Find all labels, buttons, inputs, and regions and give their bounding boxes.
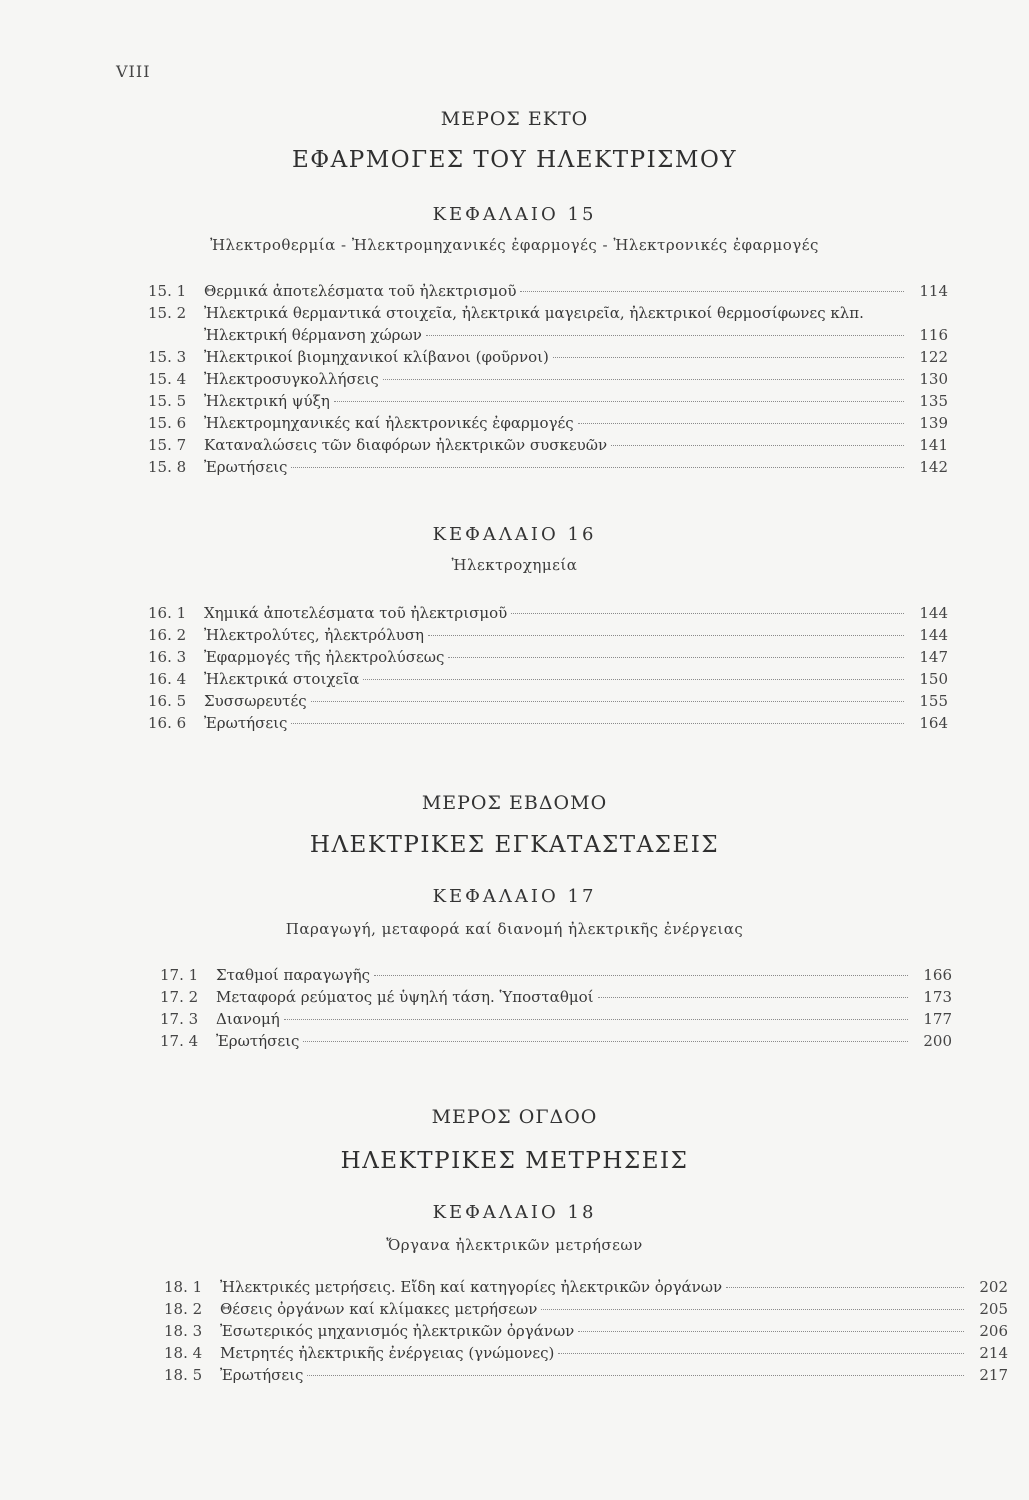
entry-page: 122 [919,348,948,366]
entry-number: 15. 8 [148,458,187,476]
chapter-label: ΚΕΦΑΛΑΙΟ 15 [432,204,597,225]
chapter-16-label-wrap [0,524,1029,545]
toc-entry[interactable] [160,1030,952,1052]
toc-entry[interactable] [148,602,948,624]
toc-chapter-17 [160,964,952,1052]
entry-number: 15. 5 [148,392,187,410]
entry-title: Ἠλεκτρική ψύξη [204,392,330,410]
toc-entry[interactable] [164,1298,1008,1320]
entry-number: 15. 6 [148,414,187,432]
chapter-label: ΚΕΦΑΛΑΙΟ 16 [432,524,597,545]
toc-entry[interactable] [160,986,952,1008]
entry-page: 202 [979,1278,1008,1296]
chapter-15-subtitle-wrap [0,236,1029,254]
dot-leader [291,467,904,468]
entry-number: 15. 7 [148,436,187,454]
part-heading: ΗΛΕΚΤΡΙΚΕΣ ΕΓΚΑΤΑΣΤΑΣΕΙΣ [309,832,720,858]
part-heading: ΕΦΑΡΜΟΓΕΣ ΤΟΥ ΗΛΕΚΤΡΙΣΜΟΥ [291,147,738,173]
dot-leader [511,613,904,614]
dot-leader [578,423,904,424]
entry-title: Ἐρωτήσεις [216,1032,300,1050]
dot-leader [726,1287,964,1288]
dot-leader [291,723,904,724]
entry-page: 144 [919,626,948,644]
entry-page: 147 [919,648,948,666]
entry-number: 17. 3 [160,1010,199,1028]
part-8-title [0,1106,1029,1128]
entry-number: 18. 4 [164,1344,203,1362]
toc-entry[interactable] [160,964,952,986]
chapter-subtitle: Παραγωγή, μεταφορά καί διανομή ἠλεκτρικῆς ἐνέργειας [285,920,744,938]
toc-chapter-15 [148,280,948,478]
entry-page: 130 [919,370,948,388]
toc-entry[interactable] [148,624,948,646]
part-8-heading [0,1148,1029,1174]
toc-entry[interactable] [164,1342,1008,1364]
entry-title: Θερμικά ἀποτελέσματα τοῦ ἠλεκτρισμοῦ [204,282,517,300]
toc-entry[interactable] [148,390,948,412]
toc-entry[interactable] [164,1364,1008,1386]
entry-number: 17. 1 [160,966,199,984]
page-number: VIII [116,62,151,81]
part-7-title [0,792,1029,814]
entry-title: Ἠλεκτρικά θερμαντικά στοιχεῖα, ἠλεκτρικά μαγειρεῖα, ἠλεκτρικοί θερμοσίφωνες κλπ. [204,304,864,322]
chapter-17-label-wrap [0,886,1029,907]
toc-entry[interactable] [148,412,948,434]
dot-leader [598,997,908,998]
entry-title: Σταθμοί παραγωγῆς [216,966,370,984]
entry-page: 166 [923,966,952,984]
dot-leader [558,1353,964,1354]
dot-leader [374,975,908,976]
toc-entry[interactable] [148,324,948,346]
entry-number: 16. 6 [148,714,187,732]
dot-leader [303,1041,908,1042]
chapter-subtitle: Ὄργανα ἠλεκτρικῶν μετρήσεων [386,1236,643,1254]
entry-number: 16. 1 [148,604,187,622]
dot-leader [311,701,904,702]
dot-leader [426,335,904,336]
entry-page: 205 [979,1300,1008,1318]
chapter-18-subtitle-wrap [0,1236,1029,1254]
part-heading: ΗΛΕΚΤΡΙΚΕΣ ΜΕΤΡΗΣΕΙΣ [340,1148,689,1174]
entry-title: Ἠλεκτρική θέρμανση χώρων [204,326,422,344]
entry-title: Μεταφορά ρεύματος μέ ὑψηλή τάση. Ὑποσταθμοί [216,988,594,1006]
part-7-heading [0,832,1029,858]
entry-number: 18. 1 [164,1278,203,1296]
dot-leader [553,357,904,358]
dot-leader [307,1375,964,1376]
entry-title: Διανομή [216,1010,280,1028]
entry-page: 214 [979,1344,1008,1362]
chapter-18-label-wrap [0,1202,1029,1223]
toc-entry[interactable] [148,646,948,668]
entry-number: 16. 4 [148,670,187,688]
dot-leader [284,1019,908,1020]
dot-leader [428,635,904,636]
dot-leader [578,1331,964,1332]
entry-number: 16. 5 [148,692,187,710]
entry-page: 155 [919,692,948,710]
entry-number: 17. 2 [160,988,199,1006]
entry-title: Ἐρωτήσεις [220,1366,304,1384]
entry-title: Καταναλώσεις τῶν διαφόρων ἠλεκτρικῶν συσκευῶν [204,436,608,454]
dot-leader [363,679,904,680]
entry-title: Θέσεις ὀργάνων καί κλίμακες μετρήσεων [220,1300,538,1318]
chapter-15-label-wrap [0,204,1029,225]
entry-number: 15. 4 [148,370,187,388]
entry-page: 116 [919,326,948,344]
chapter-label: ΚΕΦΑΛΑΙΟ 17 [432,886,597,907]
entry-title: Συσσωρευτές [204,692,307,710]
entry-title: Ἐφαρμογές τῆς ἠλεκτρολύσεως [204,648,445,666]
toc-entry[interactable] [148,368,948,390]
chapter-17-subtitle-wrap [0,920,1029,938]
entry-page: 150 [919,670,948,688]
entry-page: 135 [919,392,948,410]
entry-page: 142 [919,458,948,476]
dot-leader [334,401,904,402]
entry-title: Μετρητές ἠλεκτρικῆς ἐνέργειας (γνώμονες) [220,1344,555,1362]
part-title: ΜΕΡΟΣ ΟΓΔΟΟ [431,1106,598,1128]
toc-entry[interactable] [148,456,948,478]
entry-page: 173 [923,988,952,1006]
entry-title: Ἠλεκτρολύτες, ἠλεκτρόλυση [204,626,425,644]
entry-page: 200 [923,1032,952,1050]
part-title: ΜΕΡΟΣ ΕΒΔΟΜΟ [421,792,608,814]
entry-page: 144 [919,604,948,622]
entry-title: Ἐρωτήσεις [204,458,288,476]
entry-page: 114 [919,282,948,300]
entry-title: Ἠλεκτρομηχανικές καί ἠλεκτρονικές ἐφαρμογές [204,414,574,432]
entry-title: Ἐσωτερικός μηχανισμός ἠλεκτρικῶν ὀργάνων [220,1322,575,1340]
entry-number: 16. 3 [148,648,187,666]
part-6-title [0,108,1029,130]
toc-entry[interactable] [160,1008,952,1030]
toc-entry[interactable] [148,690,948,712]
entry-number: 15. 1 [148,282,187,300]
toc-entry[interactable] [148,346,948,368]
toc-entry[interactable] [164,1276,1008,1298]
entry-page: 177 [923,1010,952,1028]
toc-entry[interactable] [148,434,948,456]
toc-entry[interactable] [164,1320,1008,1342]
entry-number: 15. 2 [148,304,187,322]
entry-number: 16. 2 [148,626,187,644]
entry-title: Ἐρωτήσεις [204,714,288,732]
dot-leader [383,379,904,380]
toc-chapter-16 [148,602,948,734]
dot-leader [541,1309,964,1310]
entry-number: 17. 4 [160,1032,199,1050]
entry-number: 18. 3 [164,1322,203,1340]
dot-leader [520,291,904,292]
entry-title: Ἠλεκτρικά στοιχεῖα [204,670,360,688]
entry-title: Ἠλεκτρικοί βιομηχανικοί κλίβανοι (φοῦρνοι) [204,348,549,366]
chapter-subtitle: Ἠλεκτροθερμία - Ἠλεκτρομηχανικές ἐφαρμογές - Ἠλεκτρονικές ἐφαρμογές [210,236,819,254]
chapter-label: ΚΕΦΑΛΑΙΟ 18 [432,1202,597,1223]
entry-page: 217 [979,1366,1008,1384]
toc-entry[interactable] [148,280,948,302]
part-title: ΜΕΡΟΣ ΕΚΤΟ [440,108,589,130]
toc-entry[interactable] [148,668,948,690]
chapter-16-subtitle-wrap [0,556,1029,574]
part-6-heading [0,147,1029,173]
dot-leader [448,657,904,658]
entry-title: Χημικά ἀποτελέσματα τοῦ ἠλεκτρισμοῦ [204,604,508,622]
entry-number: 18. 5 [164,1366,203,1384]
entry-title: Ἠλεκτρικές μετρήσεις. Εἴδη καί κατηγορίες ἠλεκτρικῶν ὀργάνων [220,1278,723,1296]
toc-entry[interactable] [148,302,948,324]
toc-entry[interactable] [148,712,948,734]
chapter-subtitle: Ἠλεκτροχημεία [451,556,578,574]
entry-page: 141 [919,436,948,454]
toc-chapter-18 [164,1276,1008,1386]
dot-leader [611,445,904,446]
entry-page: 164 [919,714,948,732]
entry-number: 18. 2 [164,1300,203,1318]
entry-number: 15. 3 [148,348,187,366]
entry-page: 206 [979,1322,1008,1340]
entry-title: Ἠλεκτροσυγκολλήσεις [204,370,379,388]
entry-page: 139 [919,414,948,432]
